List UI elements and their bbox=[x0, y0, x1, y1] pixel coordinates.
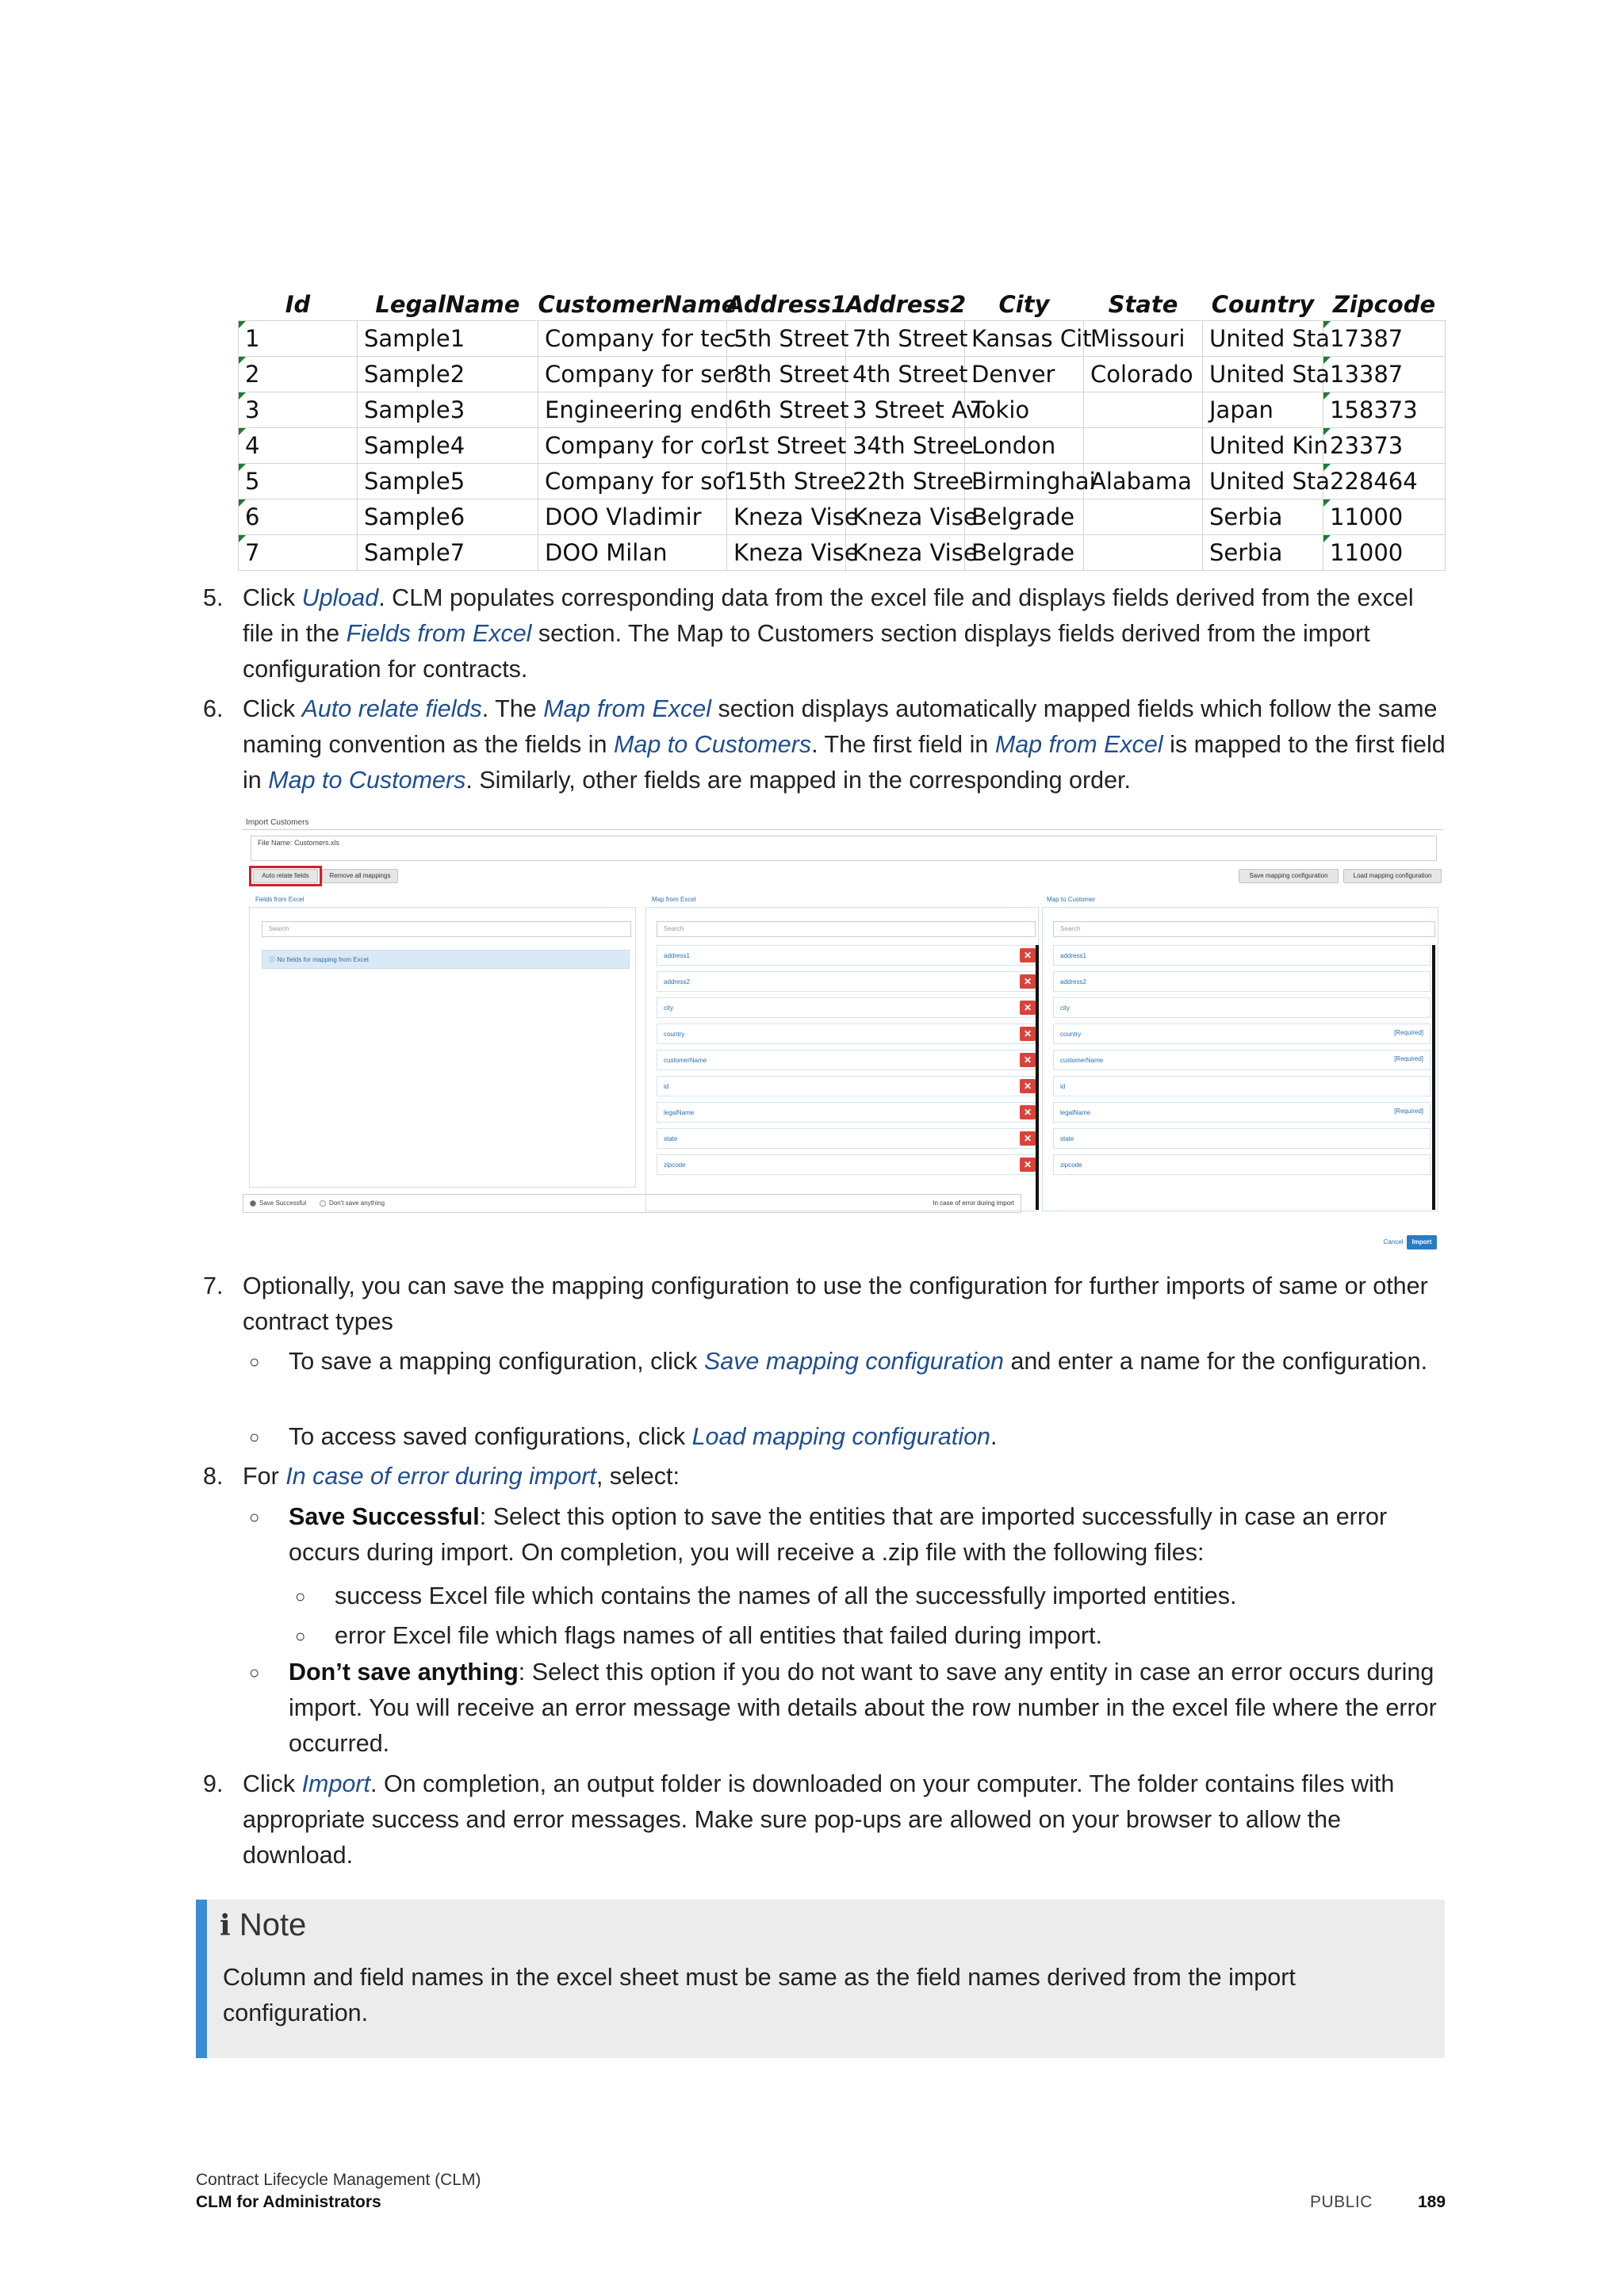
step-number: 5. bbox=[203, 584, 224, 611]
excel-cell: Sample6 bbox=[358, 499, 538, 535]
remove-mapping-icon[interactable]: ✕ bbox=[1020, 1079, 1036, 1093]
search-input[interactable]: Search bbox=[262, 921, 631, 937]
map-to-field-row[interactable] bbox=[1053, 1102, 1431, 1123]
field-name: legalName bbox=[664, 1109, 695, 1116]
excel-cell: Company for tec bbox=[538, 321, 727, 357]
map-from-field-row[interactable] bbox=[657, 1050, 1036, 1070]
excel-header: Zipcode bbox=[1323, 289, 1446, 321]
bullet-icon: ○ bbox=[249, 1507, 260, 1527]
excel-cell bbox=[1084, 499, 1203, 535]
map-to-field-row[interactable] bbox=[1053, 1024, 1431, 1044]
step-7-bullet-save bbox=[249, 1344, 1446, 1415]
bullet-icon: ○ bbox=[295, 1626, 306, 1646]
bullet-text bbox=[289, 1655, 1446, 1762]
step-text: Optionally, you can save the mapping configuration to use the configuration for further imports of same or other contract types bbox=[243, 1272, 1428, 1335]
page-number: 189 bbox=[1418, 2193, 1446, 2211]
excel-cell: Sample7 bbox=[358, 535, 538, 571]
excel-cell: Sample3 bbox=[358, 392, 538, 428]
excel-header: Address2 bbox=[846, 289, 965, 321]
map-from-field-row[interactable] bbox=[657, 1076, 1036, 1096]
excel-row bbox=[239, 357, 1446, 392]
step-text bbox=[243, 1766, 1448, 1873]
text: , select: bbox=[596, 1463, 680, 1490]
text: . CLM populates corresponding data from the excel file and displays fields derived from the excel file in the bbox=[243, 584, 1414, 647]
excel-cell: Company for ser bbox=[538, 357, 727, 392]
step-number: 8. bbox=[203, 1463, 224, 1490]
note-title-text: Note bbox=[239, 1908, 307, 1942]
excel-cell: 2 bbox=[239, 357, 358, 392]
excel-cell: 7th Street bbox=[846, 321, 965, 357]
remove-mapping-icon[interactable]: ✕ bbox=[1020, 974, 1036, 989]
excel-cell: 228464 bbox=[1323, 464, 1446, 499]
auto-relate-fields-button[interactable]: Auto relate fields bbox=[253, 869, 318, 883]
dont-save-radio[interactable] bbox=[320, 1200, 326, 1207]
step-8-bullet-dont-save bbox=[249, 1655, 1446, 1762]
note-title bbox=[220, 1908, 306, 1943]
excel-cell: Serbia bbox=[1203, 499, 1323, 535]
excel-cell: Belgrade bbox=[965, 499, 1084, 535]
cancel-button[interactable]: Cancel bbox=[1383, 1238, 1404, 1246]
field-name: customerName bbox=[664, 1057, 707, 1064]
field-name: country bbox=[664, 1031, 685, 1038]
bullet-icon: ○ bbox=[249, 1352, 260, 1372]
load-mapping-configuration-button[interactable]: Load mapping configuration bbox=[1343, 869, 1442, 883]
field-name: address2 bbox=[664, 978, 690, 985]
text: . The bbox=[481, 695, 544, 722]
step-text bbox=[243, 580, 1448, 687]
dialog-title: Import Customers bbox=[246, 818, 309, 827]
excel-header: City bbox=[965, 289, 1084, 321]
field-name: address1 bbox=[1060, 952, 1086, 959]
step-7-bullet-load bbox=[249, 1419, 1446, 1455]
excel-cell: 34th Stree bbox=[846, 428, 965, 464]
excel-cell: Sample2 bbox=[358, 357, 538, 392]
text: and enter a name for the configuration. bbox=[1003, 1348, 1428, 1375]
excel-cell: Colorado bbox=[1084, 357, 1203, 392]
excel-cell: Serbia bbox=[1203, 535, 1323, 571]
excel-cell: 13387 bbox=[1323, 357, 1446, 392]
required-label: [Required] bbox=[1394, 1108, 1423, 1115]
step-number: 7. bbox=[203, 1272, 224, 1299]
dont-save-label: Don't save anything bbox=[329, 1200, 385, 1207]
excel-cell: United Kin bbox=[1203, 428, 1323, 464]
excel-cell: Kneza Vise bbox=[727, 499, 846, 535]
search-input[interactable]: Search bbox=[657, 921, 1036, 937]
excel-cell: 5th Street bbox=[727, 321, 846, 357]
file-name-label: File Name: Customers.xls bbox=[258, 839, 340, 847]
excel-cell: Kansas Cit bbox=[965, 321, 1084, 357]
excel-cell: Japan bbox=[1203, 392, 1323, 428]
bullet-icon: ○ bbox=[249, 1427, 260, 1447]
bullet-icon: ○ bbox=[295, 1586, 306, 1606]
save-successful-label: Save Successful bbox=[259, 1200, 307, 1207]
map-from-excel-header: Map from Excel bbox=[652, 896, 696, 903]
text: To save a mapping configuration, click bbox=[289, 1348, 704, 1375]
excel-cell: United Sta bbox=[1203, 464, 1323, 499]
bullet-text bbox=[289, 1419, 1446, 1455]
save-mapping-configuration-link[interactable]: Save mapping configuration bbox=[703, 1348, 1004, 1375]
remove-mapping-icon[interactable]: ✕ bbox=[1020, 1158, 1036, 1172]
footer-section-title: CLM for Administrators bbox=[196, 2193, 381, 2211]
excel-cell: Company for sof bbox=[538, 464, 727, 499]
excel-cell: 7 bbox=[239, 535, 358, 571]
remove-mapping-icon[interactable]: ✕ bbox=[1020, 948, 1036, 962]
field-name: id bbox=[1060, 1083, 1066, 1090]
field-name: city bbox=[664, 1004, 673, 1012]
file-name-box bbox=[251, 836, 1437, 861]
map-from-field-row[interactable] bbox=[657, 945, 1036, 966]
excel-cell: Sample1 bbox=[358, 321, 538, 357]
text: For bbox=[243, 1463, 286, 1490]
import-customers-dialog bbox=[243, 815, 1443, 1251]
step-9 bbox=[203, 1766, 1448, 1873]
map-to-field-row[interactable] bbox=[1053, 1050, 1431, 1070]
excel-header: CustomerName bbox=[538, 289, 727, 321]
excel-row bbox=[239, 392, 1446, 428]
excel-cell: 22th Stree bbox=[846, 464, 965, 499]
excel-cell: London bbox=[965, 428, 1084, 464]
step-number: 9. bbox=[203, 1770, 224, 1797]
excel-cell: Tokio bbox=[965, 392, 1084, 428]
field-name: state bbox=[664, 1135, 678, 1142]
auto-relate-fields-link[interactable]: Auto relate fields bbox=[301, 695, 482, 722]
upload-link[interactable]: Upload bbox=[301, 584, 379, 611]
remove-mapping-icon[interactable]: ✕ bbox=[1020, 1001, 1036, 1015]
text: Click bbox=[243, 695, 302, 722]
remove-mapping-icon[interactable]: ✕ bbox=[1020, 1027, 1036, 1041]
required-label: [Required] bbox=[1394, 1029, 1423, 1036]
save-successful-radio[interactable] bbox=[250, 1200, 256, 1207]
field-name: zipcode bbox=[1060, 1161, 1082, 1169]
excel-cell: 5 bbox=[239, 464, 358, 499]
in-case-of-error-link[interactable]: In case of error during import bbox=[285, 1463, 596, 1490]
excel-header: State bbox=[1084, 289, 1203, 321]
error-option-box bbox=[243, 1194, 1021, 1213]
excel-cell: 6th Street bbox=[727, 392, 846, 428]
excel-cell: 3 Street Av bbox=[846, 392, 965, 428]
excel-row bbox=[239, 321, 1446, 357]
excel-cell bbox=[1084, 535, 1203, 571]
step-text bbox=[243, 1459, 1448, 1494]
map-to-field-row[interactable] bbox=[1053, 1076, 1431, 1096]
load-mapping-configuration-link[interactable]: Load mapping configuration bbox=[691, 1423, 991, 1450]
excel-row bbox=[239, 464, 1446, 499]
map-to-customers-link[interactable]: Map to Customers bbox=[613, 731, 812, 758]
excel-cell: 11000 bbox=[1323, 535, 1446, 571]
excel-cell: Alabama bbox=[1084, 464, 1203, 499]
excel-cell: 3 bbox=[239, 392, 358, 428]
scrollbar[interactable] bbox=[1432, 945, 1435, 1210]
text: section. The Map to Customers section displays fields derived from the import configuration for contracts. bbox=[243, 620, 1370, 683]
map-from-field-row[interactable] bbox=[657, 997, 1036, 1018]
field-name: address2 bbox=[1060, 978, 1086, 985]
field-name: address1 bbox=[664, 952, 690, 959]
field-name: city bbox=[1060, 1004, 1070, 1012]
fields-from-excel-link[interactable]: Fields from Excel bbox=[346, 620, 532, 647]
step-text bbox=[243, 691, 1448, 798]
map-to-customers-link[interactable]: Map to Customers bbox=[268, 767, 466, 794]
step-8-sub-bullet-success bbox=[295, 1578, 1446, 1614]
text: : Select this option if you do not want to save any entity in case an error occurs during import. You will receive an error message with details about the row number in the excel file where the error occurred. bbox=[289, 1659, 1437, 1757]
text: Click bbox=[243, 584, 302, 611]
excel-cell: 4 bbox=[239, 428, 358, 464]
excel-row bbox=[239, 535, 1446, 571]
text: is mapped to the first field in bbox=[243, 731, 1446, 794]
no-fields-message: ⓘ No fields for mapping from Excel bbox=[262, 950, 630, 969]
import-link[interactable]: Import bbox=[301, 1770, 370, 1797]
option-name: Don’t save anything bbox=[289, 1659, 519, 1686]
field-name: customerName bbox=[1060, 1057, 1104, 1064]
field-name: state bbox=[1060, 1135, 1074, 1142]
step-8 bbox=[203, 1459, 1448, 1494]
info-icon: i bbox=[220, 1909, 231, 1942]
note-body: Column and field names in the excel sheet must be same as the field names derived from the import configuration. bbox=[223, 1964, 1296, 2026]
note-box bbox=[196, 1900, 1445, 2058]
excel-cell: United Sta bbox=[1203, 321, 1323, 357]
excel-header: Address1 bbox=[727, 289, 846, 321]
map-from-field-row[interactable] bbox=[657, 1128, 1036, 1149]
excel-cell: 8th Street bbox=[727, 357, 846, 392]
note-accent-bar bbox=[196, 1900, 207, 2058]
map-from-field-row[interactable] bbox=[657, 1024, 1036, 1044]
map-to-field-row[interactable] bbox=[1053, 971, 1431, 992]
excel-cell: Company for cor bbox=[538, 428, 727, 464]
text: section displays automatically mapped fields which follow the same naming convention as the fields in bbox=[243, 695, 1438, 758]
excel-cell: 158373 bbox=[1323, 392, 1446, 428]
excel-header-row bbox=[239, 289, 1446, 321]
remove-mapping-icon[interactable]: ✕ bbox=[1020, 1053, 1036, 1067]
map-from-field-row[interactable] bbox=[657, 971, 1036, 992]
excel-cell: 4th Street bbox=[846, 357, 965, 392]
step-number: 6. bbox=[203, 695, 224, 722]
excel-cell: 11000 bbox=[1323, 499, 1446, 535]
search-input[interactable]: Search bbox=[1053, 921, 1435, 937]
map-to-customer-header: Map to Customer bbox=[1047, 896, 1096, 903]
bullet-text: success Excel file which contains the names of all the successfully imported entities. bbox=[335, 1582, 1237, 1609]
divider bbox=[243, 829, 1443, 830]
excel-row bbox=[239, 428, 1446, 464]
excel-cell: Belgrade bbox=[965, 535, 1084, 571]
step-5 bbox=[203, 580, 1448, 687]
excel-cell: 6 bbox=[239, 499, 358, 535]
excel-cell: Sample5 bbox=[358, 464, 538, 499]
excel-cell: 17387 bbox=[1323, 321, 1446, 357]
text: : Select this option to save the entities that are imported successfully in case an error occurs during import. On completion, you will receive a .zip file with the following files: bbox=[289, 1503, 1388, 1566]
map-from-field-row[interactable] bbox=[657, 1102, 1036, 1123]
text: . On completion, an output folder is downloaded on your computer. The folder contains files with appropriate success and error messages. Make sure pop-ups are allowed on your browser to allow the download. bbox=[243, 1770, 1395, 1869]
bullet-text bbox=[289, 1344, 1446, 1380]
excel-row bbox=[239, 499, 1446, 535]
footer-classification: PUBLIC bbox=[1310, 2193, 1373, 2211]
bullet-text: error Excel file which flags names of all entities that failed during import. bbox=[335, 1622, 1102, 1649]
excel-cell: Kneza Vise bbox=[846, 499, 965, 535]
field-name: id bbox=[664, 1083, 669, 1090]
map-from-field-row[interactable] bbox=[657, 1154, 1036, 1175]
excel-cell: 15th Stree bbox=[727, 464, 846, 499]
excel-cell: Denver bbox=[965, 357, 1084, 392]
map-from-excel-link[interactable]: Map from Excel bbox=[543, 695, 712, 722]
excel-cell bbox=[1084, 392, 1203, 428]
excel-cell: United Sta bbox=[1203, 357, 1323, 392]
excel-cell: DOO Vladimir bbox=[538, 499, 727, 535]
required-label: [Required] bbox=[1394, 1055, 1423, 1062]
excel-cell: 23373 bbox=[1323, 428, 1446, 464]
step-8-sub-bullet-error bbox=[295, 1618, 1446, 1654]
step-8-bullet-save-successful bbox=[249, 1499, 1446, 1571]
field-name: country bbox=[1060, 1031, 1082, 1038]
text: . Similarly, other fields are mapped in the corresponding order. bbox=[465, 767, 1132, 794]
remove-mapping-icon[interactable]: ✕ bbox=[1020, 1131, 1036, 1146]
import-button[interactable]: Import bbox=[1407, 1235, 1437, 1249]
save-mapping-configuration-button[interactable]: Save mapping configuration bbox=[1239, 869, 1339, 883]
excel-cell: Kneza Vise bbox=[727, 535, 846, 571]
scrollbar[interactable] bbox=[1036, 945, 1039, 1210]
field-name: legalName bbox=[1060, 1109, 1091, 1116]
map-to-field-row[interactable] bbox=[1053, 1154, 1431, 1175]
text: Click bbox=[243, 1770, 302, 1797]
excel-cell: 1 bbox=[239, 321, 358, 357]
error-option-label: In case of error during import bbox=[933, 1200, 1014, 1207]
bullet-icon: ○ bbox=[249, 1663, 260, 1682]
step-6 bbox=[203, 691, 1448, 798]
field-name: zipcode bbox=[664, 1161, 686, 1169]
footer-doc-title: Contract Lifecycle Management (CLM) bbox=[196, 2171, 481, 2189]
excel-cell: Kneza Vise bbox=[846, 535, 965, 571]
excel-header: Country bbox=[1203, 289, 1323, 321]
remove-mapping-icon[interactable]: ✕ bbox=[1020, 1105, 1036, 1119]
option-name: Save Successful bbox=[289, 1503, 480, 1530]
map-from-excel-link[interactable]: Map from Excel bbox=[994, 731, 1163, 758]
excel-cell: Sample4 bbox=[358, 428, 538, 464]
map-to-field-row[interactable] bbox=[1053, 945, 1431, 966]
map-to-field-row[interactable] bbox=[1053, 997, 1431, 1018]
excel-sample-table bbox=[238, 289, 1446, 571]
excel-cell bbox=[1084, 428, 1203, 464]
excel-header: LegalName bbox=[358, 289, 538, 321]
excel-header: Id bbox=[239, 289, 358, 321]
remove-all-mappings-button[interactable]: Remove all mappings bbox=[322, 869, 398, 883]
excel-cell: Engineering end bbox=[538, 392, 727, 428]
map-to-field-row[interactable] bbox=[1053, 1128, 1431, 1149]
excel-cell: Missouri bbox=[1084, 321, 1203, 357]
excel-cell: 1st Street bbox=[727, 428, 846, 464]
excel-cell: DOO Milan bbox=[538, 535, 727, 571]
step-7 bbox=[203, 1269, 1448, 1340]
text: . bbox=[990, 1423, 998, 1450]
excel-cell: Birminghai bbox=[965, 464, 1084, 499]
bullet-text bbox=[289, 1499, 1446, 1571]
fields-from-excel-header: Fields from Excel bbox=[255, 896, 304, 903]
text: To access saved configurations, click bbox=[289, 1423, 692, 1450]
text: . The first field in bbox=[811, 731, 995, 758]
